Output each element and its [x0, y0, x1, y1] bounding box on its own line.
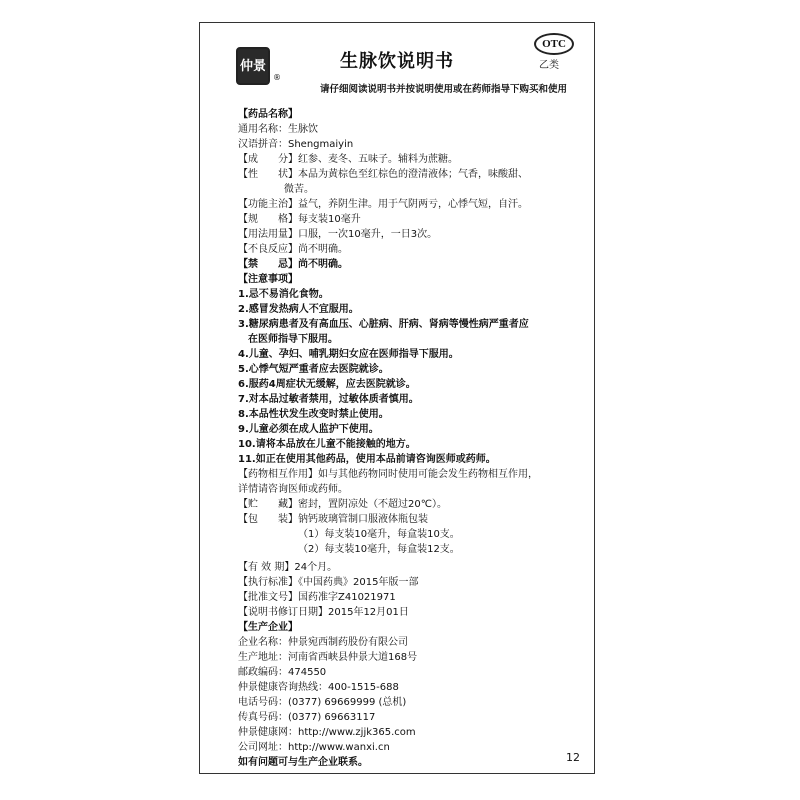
package-line-1: 【包 装】钠钙玻璃管制口服液体瓶包装 — [238, 514, 428, 525]
otc-class-label: 乙类 — [539, 60, 559, 71]
ingredients: 【成 分】红参、麦冬、五味子。辅料为蔗糖。 — [238, 154, 458, 165]
company-website: 公司网址：http://www.wanxi.cn — [238, 742, 390, 753]
list-item: 8.本品性状发生改变时禁止使用。 — [238, 409, 389, 420]
indications: 【功能主治】益气，养阴生津。用于气阴两亏，心悸气短，自汗。 — [238, 199, 528, 210]
postcode: 邮政编码：474550 — [238, 667, 327, 678]
revision-date: 【说明书修订日期】2015年12月01日 — [238, 607, 409, 618]
usage-notice: 请仔细阅读说明书并按说明使用或在药师指导下购买和使用 — [320, 84, 568, 95]
storage: 【贮 藏】密封，置阴凉处（不超过20℃）。 — [238, 499, 447, 510]
validity: 【有 效 期】24个月。 — [238, 562, 338, 573]
leaflet-body — [238, 107, 588, 770]
list-item: 1.忌不易消化食物。 — [238, 289, 329, 300]
adverse-reactions: 【不良反应】尚不明确。 — [238, 244, 348, 255]
otc-badge: OTC — [534, 33, 574, 55]
health-website: 仲景健康网：http://www.zjjk365.com — [238, 727, 416, 738]
list-item: 7.对本品过敏者禁用，过敏体质者慎用。 — [238, 394, 419, 405]
standard: 【执行标准】《中国药典》2015年版一部 — [238, 577, 419, 588]
dosage: 【用法用量】口服，一次10毫升，一日3次。 — [238, 229, 438, 240]
manufacturer-header: 【生产企业】 — [238, 622, 298, 633]
health-hotline: 仲景健康咨询热线：400-1515-688 — [238, 682, 399, 693]
contraindications: 【禁 忌】尚不明确。 — [238, 259, 348, 270]
package-line-2: （1）每支装10毫升，每盒装10支。 — [298, 529, 460, 540]
pinyin-name: 汉语拼音：Shengmaiyin — [238, 139, 354, 150]
package-line-3: （2）每支装10毫升，每盒装12支。 — [298, 544, 460, 555]
contact-note: 如有问题可与生产企业联系。 — [238, 757, 368, 768]
list-item: 3.糖尿病患者及有高血压、心脏病、肝病、肾病等慢性病严重者应 — [238, 319, 529, 330]
registered-mark: ® — [273, 73, 281, 82]
properties-line-2: 微苦。 — [284, 184, 314, 195]
list-item: 5.心悸气短严重者应去医院就诊。 — [238, 364, 389, 375]
page-number: 12 — [566, 751, 580, 764]
fax-number: 传真号码：(0377) 69663117 — [238, 712, 376, 723]
brand-logo: 仲景 — [236, 47, 270, 85]
list-item: 11.如正在使用其他药品，使用本品前请咨询医师或药师。 — [238, 454, 496, 465]
approval-number: 【批准文号】国药准字Z41021971 — [238, 592, 396, 603]
phone-number: 电话号码：(0377) 69669999 (总机) — [238, 697, 407, 708]
list-item: 2.感冒发热病人不宜服用。 — [238, 304, 359, 315]
list-item: 9.儿童必须在成人监护下使用。 — [238, 424, 379, 435]
properties-line-1: 【性 状】本品为黄棕色至红棕色的澄清液体；气香，味酸甜、 — [238, 169, 528, 180]
list-item: 6.服药4周症状无缓解，应去医院就诊。 — [238, 379, 416, 390]
company-name: 企业名称：仲景宛西制药股份有限公司 — [238, 637, 408, 648]
interactions-line-2: 详情请咨询医师或药师。 — [238, 484, 348, 495]
drug-name-header: 【药品名称】 — [238, 109, 298, 120]
interactions-line-1: 【药物相互作用】如与其他药物同时使用可能会发生药物相互作用， — [238, 469, 538, 480]
page-title: 生脉饮说明书 — [340, 51, 454, 72]
production-address: 生产地址：河南省西峡县仲景大道168号 — [238, 652, 418, 663]
list-item: 在医师指导下服用。 — [248, 334, 338, 345]
list-item: 4.儿童、孕妇、哺乳期妇女应在医师指导下服用。 — [238, 349, 459, 360]
specification: 【规 格】每支装10毫升 — [238, 214, 361, 225]
precautions-list — [238, 287, 588, 467]
leaflet-page — [199, 22, 595, 774]
list-item: 10.请将本品放在儿童不能接触的地方。 — [238, 439, 416, 450]
generic-name: 通用名称：生脉饮 — [238, 124, 318, 135]
precautions-header: 【注意事项】 — [238, 274, 298, 285]
